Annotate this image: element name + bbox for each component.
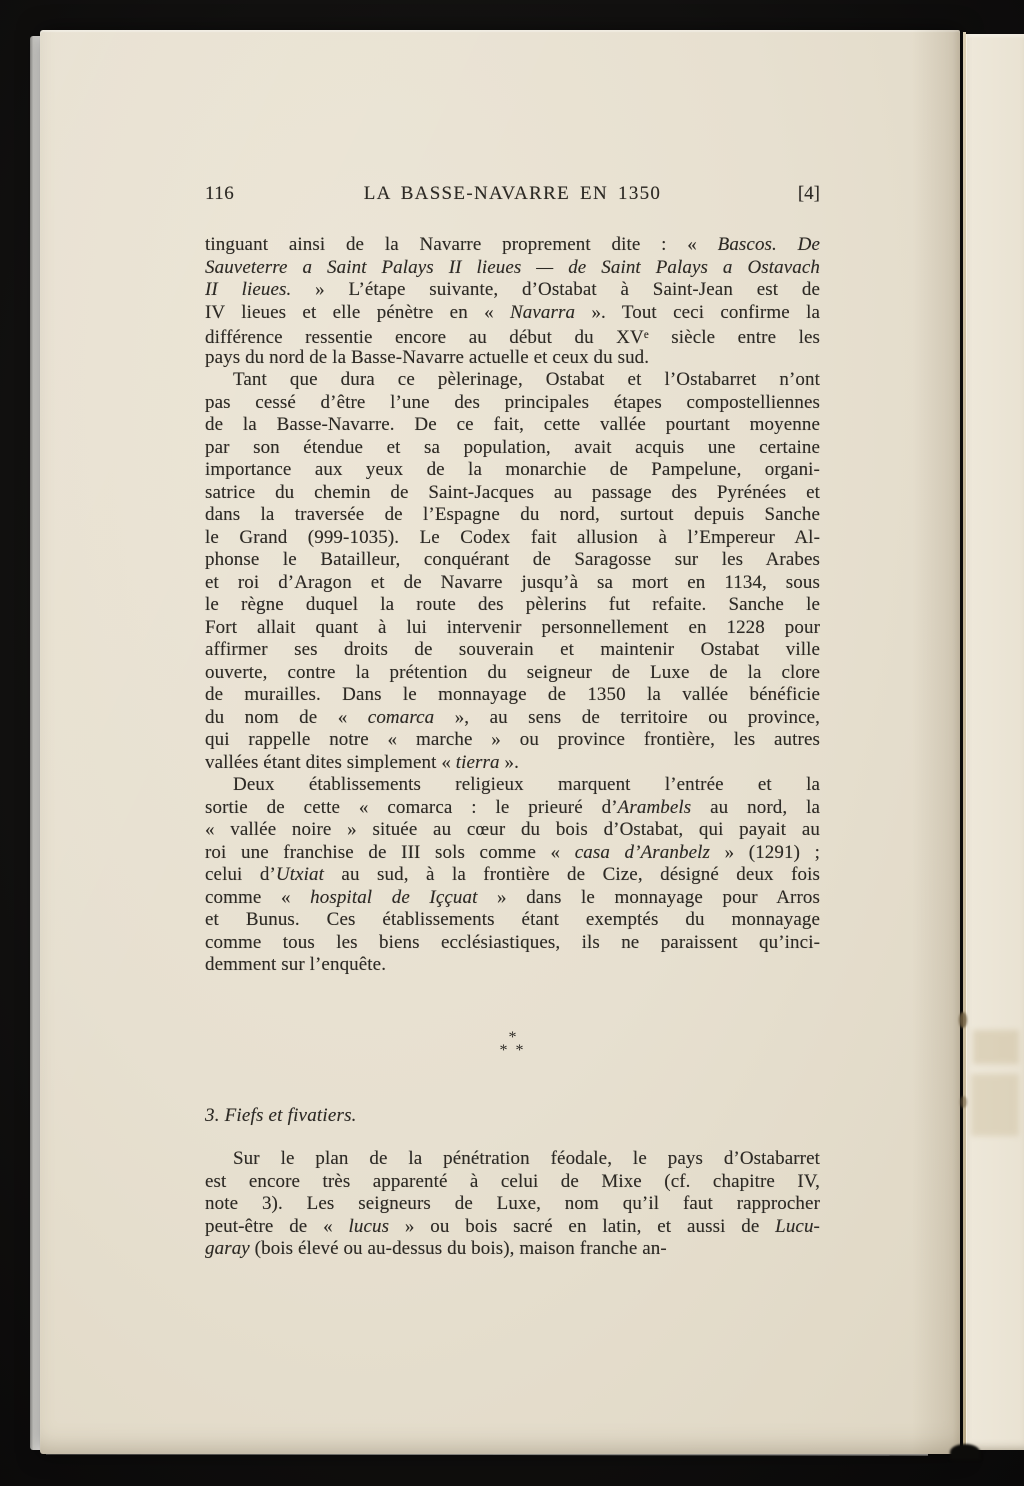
text-line: et roi d’Aragon et de Navarre jusqu’à sa mort en 1134, sous bbox=[205, 571, 820, 593]
text-line: est encore très apparenté à celui de Mixe (cf. chapitre IV, bbox=[205, 1170, 820, 1192]
asterism-divider bbox=[205, 1031, 820, 1057]
text-line: tinguant ainsi de la Navarre proprement dite : « Bascos. De bbox=[205, 234, 820, 255]
text-line: sortie de cette « comarca : le prieuré d’Arambels au nord, la bbox=[205, 796, 820, 818]
page-header bbox=[205, 183, 820, 205]
binding-speck bbox=[960, 1096, 967, 1108]
text-line: II lieues. » L’étape suivante, d’Ostabat à Saint-Jean est de bbox=[205, 279, 820, 300]
text-line: pays du nord de la Basse-Navarre actuelle et ceux du sud. bbox=[205, 346, 650, 368]
text-line: phonse le Batailleur, conquérant de Saragosse sur les Arabes bbox=[205, 549, 820, 570]
gutter-shadow bbox=[912, 30, 960, 1454]
text-line: importance aux yeux de la monarchie de Pampelune, organi- bbox=[205, 459, 820, 480]
text-line: de murailles. Dans le monnayage de 1350 la vallée bénéficie bbox=[205, 684, 820, 705]
section-marker: [4] bbox=[797, 183, 820, 204]
paragraph bbox=[205, 369, 820, 774]
adjacent-page bbox=[966, 34, 1024, 1450]
text-line: « vallée noire » située au cœur du bois d’Ostabat, qui payait au bbox=[205, 819, 820, 840]
text-line: peut-être de « lucus » ou bois sacré en latin, et aussi de Lucu- bbox=[205, 1215, 820, 1237]
paragraph bbox=[205, 234, 820, 369]
text-line: satrice du chemin de Saint-Jacques au passage des Pyrénées et bbox=[205, 481, 820, 503]
text-line: le règne duquel la route des pèlerins fut refaite. Sanche le bbox=[205, 594, 820, 615]
section-heading: 3. Fiefs et fivatiers. bbox=[205, 1105, 357, 1126]
page-text-continued bbox=[205, 1148, 820, 1261]
book-page bbox=[40, 30, 960, 1454]
text-line: comme « hospital de Iççuat » dans le monnayage pour Arros bbox=[205, 886, 820, 908]
text-line: du nom de « comarca », au sens de territoire ou province, bbox=[205, 706, 820, 728]
text-line: note 3). Les seigneurs de Luxe, nom qu’il faut rapprocher bbox=[205, 1193, 820, 1214]
paragraph bbox=[205, 1148, 820, 1261]
text-line: qui rappelle notre « marche » ou province frontière, les autres bbox=[205, 729, 820, 750]
text-line: IV lieues et elle pénètre en « Navarra ». Tout ceci confirme la bbox=[205, 301, 820, 323]
page-text bbox=[205, 234, 820, 977]
text-line: et Bunus. Ces établissements étant exemptés du monnayage bbox=[205, 909, 820, 930]
text-line: demment sur l’enquête. bbox=[205, 954, 387, 975]
text-line: de la Basse-Navarre. De ce fait, cette vallée pourtant moyenne bbox=[205, 414, 820, 435]
text-line: Fort allait quant à lui intervenir personnellement en 1228 pour bbox=[205, 616, 820, 638]
text-line: roi une franchise de III sols comme « casa d’Aranbelz » (1291) ; bbox=[205, 841, 820, 863]
page-number: 116 bbox=[205, 183, 235, 204]
text-line: Tant que dura ce pèlerinage, Ostabat et l’Ostabarret n’ont bbox=[233, 369, 820, 390]
paragraph bbox=[205, 774, 820, 977]
asterism-top: * bbox=[508, 1029, 517, 1046]
asterism-bottom: * * bbox=[499, 1042, 526, 1059]
bleedthrough-mark bbox=[973, 1030, 1019, 1064]
text-line: comme tous les biens ecclésiastiques, ils ne paraissent qu’inci- bbox=[205, 931, 820, 953]
bleedthrough-mark bbox=[971, 1074, 1019, 1136]
text-line: Sauveterre a Saint Palays II lieues — de Saint Palays a Ostavach bbox=[205, 256, 820, 278]
text-line: celui d’Utxiat au sud, à la frontière de Cize, désigné deux fois bbox=[205, 864, 820, 885]
text-line: vallées étant dites simplement « tierra ». bbox=[205, 751, 519, 773]
text-line: ouverte, contre la prétention du seigneur de Luxe de la clore bbox=[205, 661, 820, 683]
text-line: par son étendue et sa population, avait acquis une certaine bbox=[205, 436, 820, 458]
text-line: dans la traversée de l’Espagne du nord, surtout depuis Sanche bbox=[205, 504, 820, 525]
text-line: différence ressentie encore au début du XVe siècle entre les bbox=[205, 326, 820, 347]
binding-speck bbox=[959, 1012, 967, 1028]
text-line: Deux établissements religieux marquent l’entrée et la bbox=[233, 774, 820, 795]
fold-notch bbox=[950, 1444, 980, 1460]
text-line: le Grand (999-1035). Le Codex fait allusion à l’Empereur Al- bbox=[205, 526, 820, 548]
text-line: pas cessé d’être l’une des principales étapes compostelliennes bbox=[205, 391, 820, 413]
text-line: garay (bois élevé ou au-dessus du bois), maison franche an- bbox=[205, 1238, 667, 1259]
text-line: Sur le plan de la pénétration féodale, le pays d’Ostabarret bbox=[233, 1148, 820, 1169]
running-title: LA BASSE-NAVARRE EN 1350 bbox=[363, 183, 662, 204]
text-line: affirmer ses droits de souverain et maintenir Ostabat ville bbox=[205, 639, 820, 660]
